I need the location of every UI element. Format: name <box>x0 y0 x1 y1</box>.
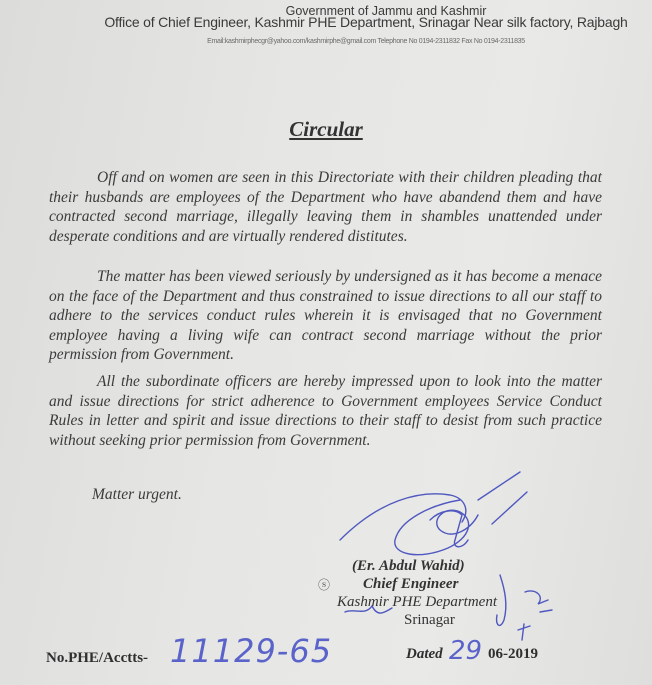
signatory-place: Srinagar <box>404 612 455 628</box>
signature-stroke <box>540 610 552 612</box>
signature-stroke <box>497 575 506 625</box>
signature-stroke <box>430 511 468 547</box>
date-day: 29 <box>449 636 483 666</box>
header-government: Government of Jammu and Kashmir <box>285 4 487 18</box>
signature-stroke <box>340 494 466 540</box>
signature-stroke <box>478 472 520 500</box>
signatory-name: (Er. Abdul Wahid) <box>352 558 465 574</box>
header-contact: Email:kashmirphecgr@yahoo.com/kashmirphe@gmail.com Telephone No 0194-2311832 Fax No 0194-2311835 <box>207 38 525 45</box>
signature-stroke <box>518 624 530 640</box>
reference-label: No.PHE/Acctts- <box>46 650 149 666</box>
signatory-department: Kashmir PHE Department <box>337 594 497 610</box>
matter-urgent-note: Matter urgent. <box>92 486 182 503</box>
header-office: Office of Chief Engineer, Kashmir PHE Department, Srinagar Near silk factory, Rajbagh <box>104 14 628 30</box>
stamp-mark-icon: ⓢ <box>318 578 331 592</box>
paragraph-2: The matter has been viewed seriously by undersigned as it has become a menace on the face of the Department and thus constrained to issue directions to all our staff to adhere to the services conduct rules wherein it is envisaged that no Government employee having a living wife can contract second marriage without the prior permission from Government. <box>49 268 602 364</box>
paragraph-1: Off and on women are seen in this Directoriate with their children pleading that their husbands are employees of the Department who have abandend them and have contracted second marriage, illegally leaving them in shambles unattended under desperate conditions and are virtually rendered distitutes. <box>49 169 602 245</box>
signature-stroke <box>492 492 527 524</box>
signature-stroke <box>395 500 478 555</box>
circular-title: Circular <box>289 117 363 141</box>
signature-stroke <box>525 591 548 604</box>
signatory-designation: Chief Engineer <box>363 576 459 592</box>
reference-number: 11129-65 <box>170 632 333 670</box>
dated-label: Dated <box>406 646 443 662</box>
date-month-year: 06-2019 <box>488 646 538 662</box>
paragraph-3: All the subordinate officers are hereby impressed upon to look into the matter and issue directions for strict adherence to Government employees Service Conduct Rules in letter and spirit and issue directions to their staff to desist from such practice without seeking prior permission from Government. <box>49 373 602 449</box>
